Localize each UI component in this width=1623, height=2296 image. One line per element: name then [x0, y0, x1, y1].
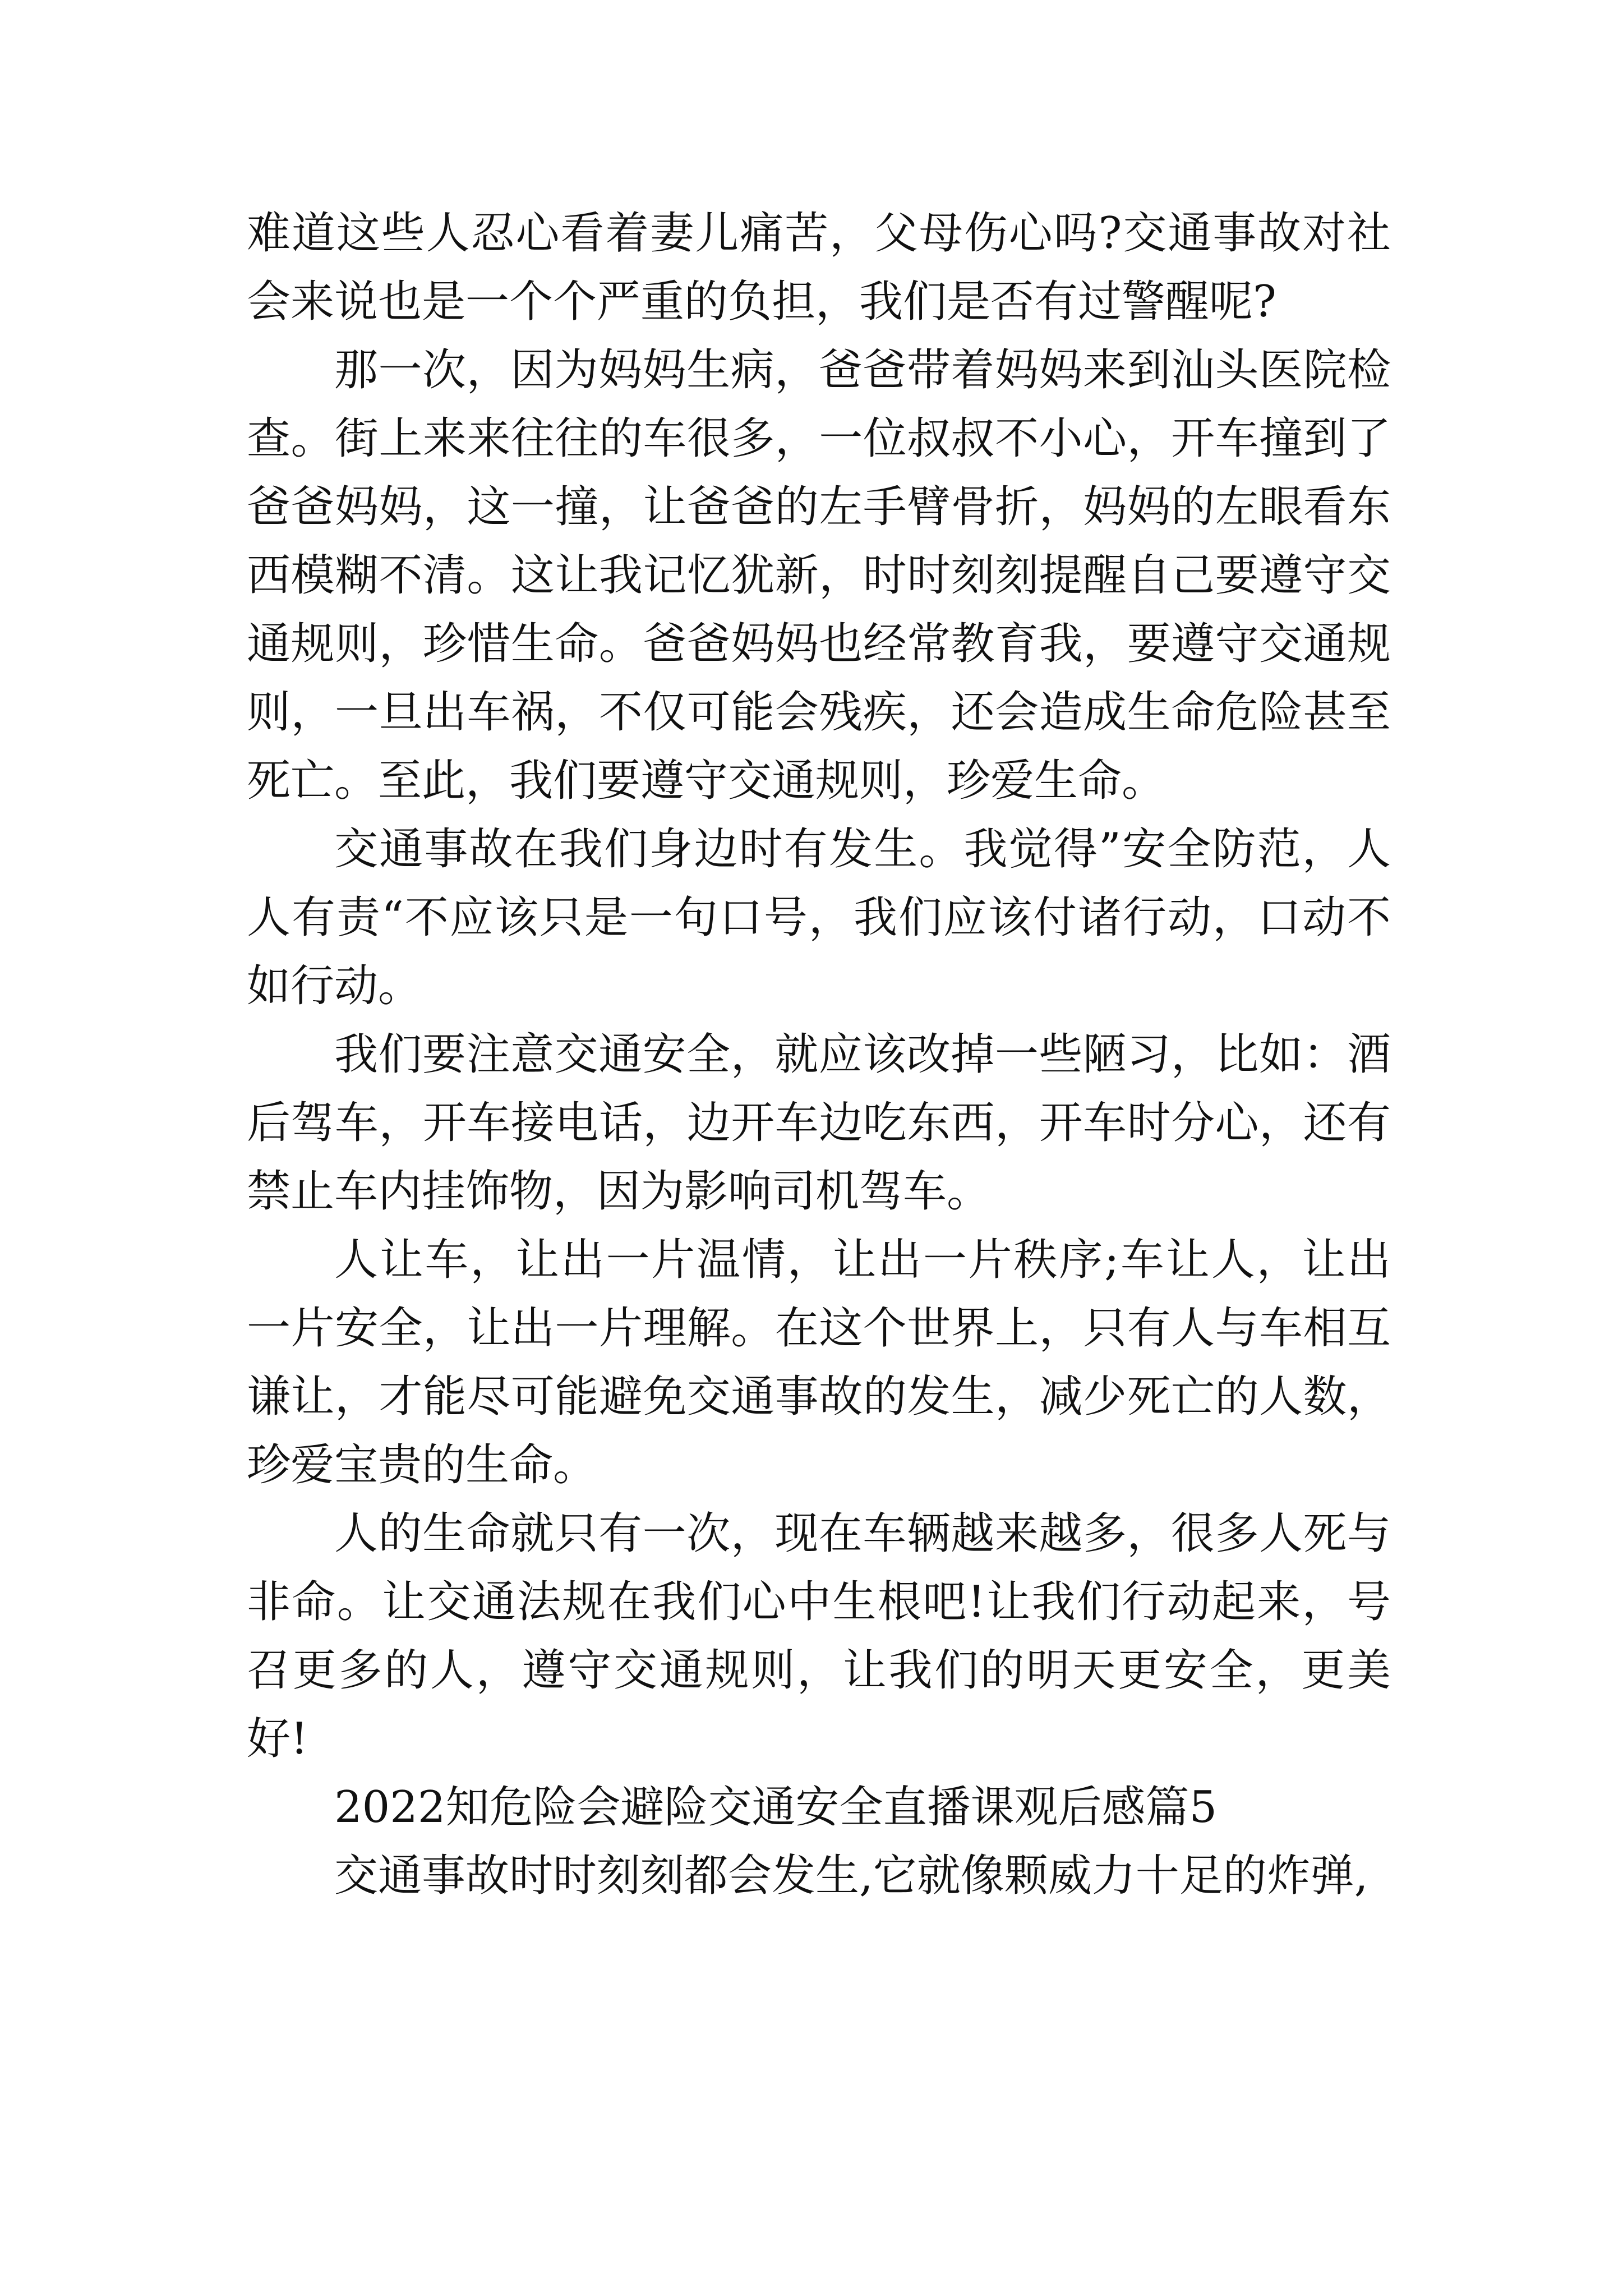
paragraph-5: 人让车，让出一片温情，让出一片秩序;车让人，让出一片安全，让出一片理解。在这个世界上，只有人与车相互谦让，才能尽可能避免交通事故的发生，减少死亡的人数，珍爱宝贵的生命。 — [247, 1235, 1391, 1490]
paragraph-4: 我们要注意交通安全，就应该改掉一些陋习，比如：酒后驾车，开车接电话，边开车边吃东西，开车时分心，还有禁止车内挂饰物，因为影响司机驾车。 — [247, 1029, 1391, 1217]
document-body — [247, 199, 1391, 1910]
paragraph-2: 那一次，因为妈妈生病，爸爸带着妈妈来到汕头医院检查。街上来来往往的车很多，一位叔叔不小心，开车撞到了爸爸妈妈，这一撞，让爸爸的左手臂骨折，妈妈的左眼看东西模糊不清。这让我记忆犹新，时时刻刻提醒自己要遵守交通规则，珍惜生命。爸爸妈妈也经常教育我，要遵守交通规则，一旦出车祸，不仅可能会残疾，还会造成生命危险甚至死亡。至此，我们要遵守交通规则，珍爱生命。 — [247, 345, 1391, 806]
paragraph-7: 交通事故时时刻刻都会发生,它就像颗威力十足的炸弹, — [334, 1851, 1368, 1901]
paragraph-6: 人的生命就只有一次，现在车辆越来越多，很多人死与非命。让交通法规在我们心中生根吧!让我们行动起来，号召更多的人，遵守交通规则，让我们的明天更安全，更美好! — [247, 1508, 1391, 1764]
paragraph-1: 难道这些人忍心看着妻儿痛苦，父母伤心吗?交通事故对社会来说也是一个个严重的负担，我们是否有过警醒呢? — [247, 208, 1391, 327]
paragraph-3: 交通事故在我们身边时有发生。我觉得”安全防范，人人有责“不应该只是一句口号，我们应该付诸行动，口动不如行动。 — [247, 824, 1391, 1011]
section-heading: 2022知危险会避险交通安全直播课观后感篇5 — [334, 1782, 1218, 1833]
